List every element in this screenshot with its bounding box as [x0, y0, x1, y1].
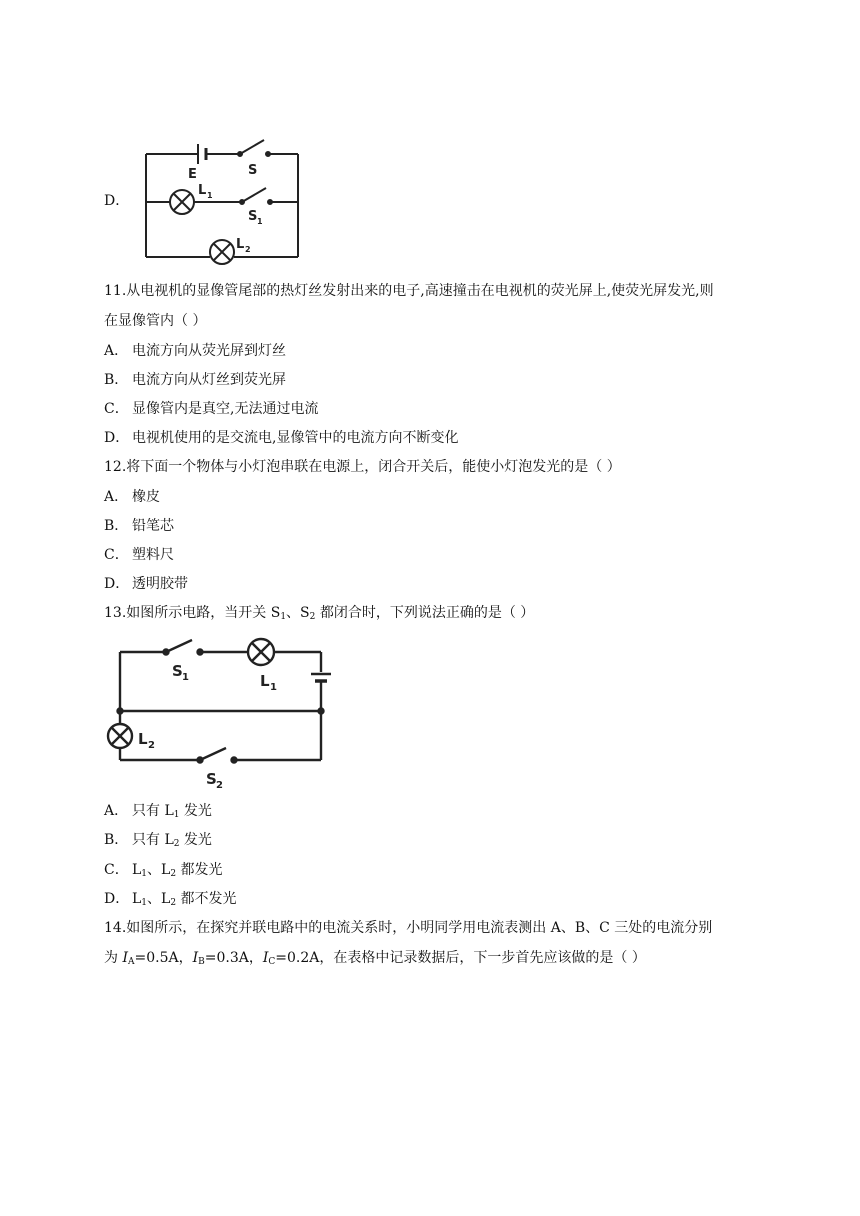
- option-sub: 1: [141, 898, 148, 908]
- option-letter: B．: [104, 832, 129, 848]
- q14-ic-symbol: I: [262, 950, 269, 966]
- option-letter: A．: [104, 343, 129, 359]
- q14-ia-sub: A: [127, 957, 135, 967]
- option-post: 发光: [179, 832, 212, 848]
- option-post: 都不发光: [176, 891, 237, 907]
- option-letter: C．: [104, 547, 129, 563]
- q11-option-b: [104, 370, 286, 390]
- option-sub: 1: [173, 810, 180, 820]
- option-letter: C．: [104, 401, 129, 417]
- q11-option-d: [104, 428, 458, 448]
- q14-line2-post: 在表格中记录数据后，下一步首先应该做的是（ ）: [333, 950, 646, 966]
- option-sub: 2: [173, 839, 180, 849]
- option-letter: B．: [104, 518, 129, 534]
- q13-option-d: [104, 889, 237, 913]
- option-text: 铅笔芯: [132, 518, 174, 534]
- q14-ib-symbol: I: [192, 950, 199, 966]
- option-text: 塑料尺: [132, 547, 174, 563]
- q14-ib-sub: B: [198, 957, 205, 967]
- option-letter: B．: [104, 372, 129, 388]
- q13-option-c: [104, 860, 223, 884]
- q10-option-d-letter: D．: [104, 193, 130, 209]
- q10-label-s1: S: [248, 209, 258, 224]
- q14-ib-value: =0.3A，: [204, 950, 263, 966]
- q13-label-s1: S: [172, 662, 183, 680]
- q13-label-s2-sub: 2: [216, 780, 223, 791]
- q14-ic-sub: C: [268, 957, 276, 967]
- q13-label-l2-sub: 2: [148, 740, 155, 751]
- q13-label-l1-sub: 1: [270, 682, 277, 693]
- q13-option-a: [104, 801, 212, 825]
- option-text: 透明胶带: [132, 576, 188, 592]
- option-text: 显像管内是真空,无法通过电流: [132, 401, 319, 417]
- q13-label-s2: S: [206, 770, 217, 788]
- q12-stem: 12.将下面一个物体与小灯泡串联在电源上，闭合开关后，能使小灯泡发光的是（ ）: [104, 459, 621, 475]
- q13-label-s1-sub: 1: [182, 672, 189, 683]
- option-text: 电流方向从荧光屏到灯丝: [132, 343, 286, 359]
- option-post: 都发光: [176, 862, 223, 878]
- option-letter: D．: [104, 891, 130, 907]
- q10-label-e: E: [188, 167, 197, 182]
- option-pre: 只有 L: [132, 803, 174, 819]
- q10-label-l1-sub: 1: [207, 191, 213, 200]
- q14-line2-pre: 为: [104, 950, 123, 966]
- q14-stem-line1: 14.如图所示，在探究并联电路中的电流关系时，小明同学用电流表测出 A、B、C 三处的电流分别: [104, 920, 713, 936]
- q11-option-c: [104, 399, 318, 419]
- q10-label-l2-sub: 2: [245, 245, 251, 254]
- q12-option-d: [104, 574, 188, 594]
- q10-circuit-diagram: [140, 132, 310, 272]
- option-text: 电视机使用的是交流电,显像管中的电流方向不断变化: [132, 430, 459, 446]
- option-mid: 、L: [147, 862, 171, 878]
- option-post: 发光: [179, 803, 212, 819]
- q13-stem-mid: 、S: [286, 605, 310, 621]
- q13-stem-pre: 13.如图所示电路，当开关 S: [104, 605, 281, 621]
- q11-option-a: [104, 341, 286, 361]
- option-mid: 、L: [147, 891, 171, 907]
- q14-ic-value: =0.2A，: [275, 950, 334, 966]
- q13-stem-sub1: 1: [280, 612, 287, 622]
- option-sub: 1: [141, 869, 148, 879]
- q12-option-b: [104, 516, 174, 536]
- q10-label-s1-sub: 1: [257, 217, 263, 226]
- q10-label-l2: L: [236, 237, 245, 252]
- q13-label-l1: L: [260, 672, 270, 690]
- option-text: 橡皮: [132, 489, 160, 505]
- q10-label-l1: L: [198, 183, 207, 198]
- option-sub2: 2: [170, 898, 177, 908]
- q12-option-a: [104, 487, 160, 507]
- option-pre: 只有 L: [132, 832, 174, 848]
- option-letter: A．: [104, 803, 129, 819]
- q13-circuit-diagram: [100, 636, 350, 796]
- q11-stem-line1: 11.从电视机的显像管尾部的热灯丝发射出来的电子,高速撞击在电视机的荧光屏上,使荧光屏发光,则: [104, 283, 714, 299]
- option-letter: A．: [104, 489, 129, 505]
- q13-label-l2: L: [138, 730, 148, 748]
- option-sub2: 2: [170, 869, 177, 879]
- q14-stem-line2: [104, 948, 646, 972]
- q12-option-c: [104, 545, 174, 565]
- q13-option-b: [104, 830, 212, 854]
- option-letter: D．: [104, 576, 130, 592]
- option-text: 电流方向从灯丝到荧光屏: [132, 372, 286, 388]
- option-pre: L: [132, 891, 142, 907]
- q13-stem-sub2: 2: [309, 612, 316, 622]
- option-pre: L: [132, 862, 142, 878]
- option-letter: D．: [104, 430, 130, 446]
- q13-stem-post: 都闭合时，下列说法正确的是（ ）: [315, 605, 535, 621]
- q14-ia-symbol: I: [122, 950, 128, 966]
- q11-stem-line2: 在显像管内（ ）: [104, 313, 207, 329]
- q13-stem: [104, 603, 534, 627]
- q14-ia-value: =0.5A，: [134, 950, 193, 966]
- q10-label-s: S: [248, 163, 258, 178]
- option-letter: C．: [104, 862, 129, 878]
